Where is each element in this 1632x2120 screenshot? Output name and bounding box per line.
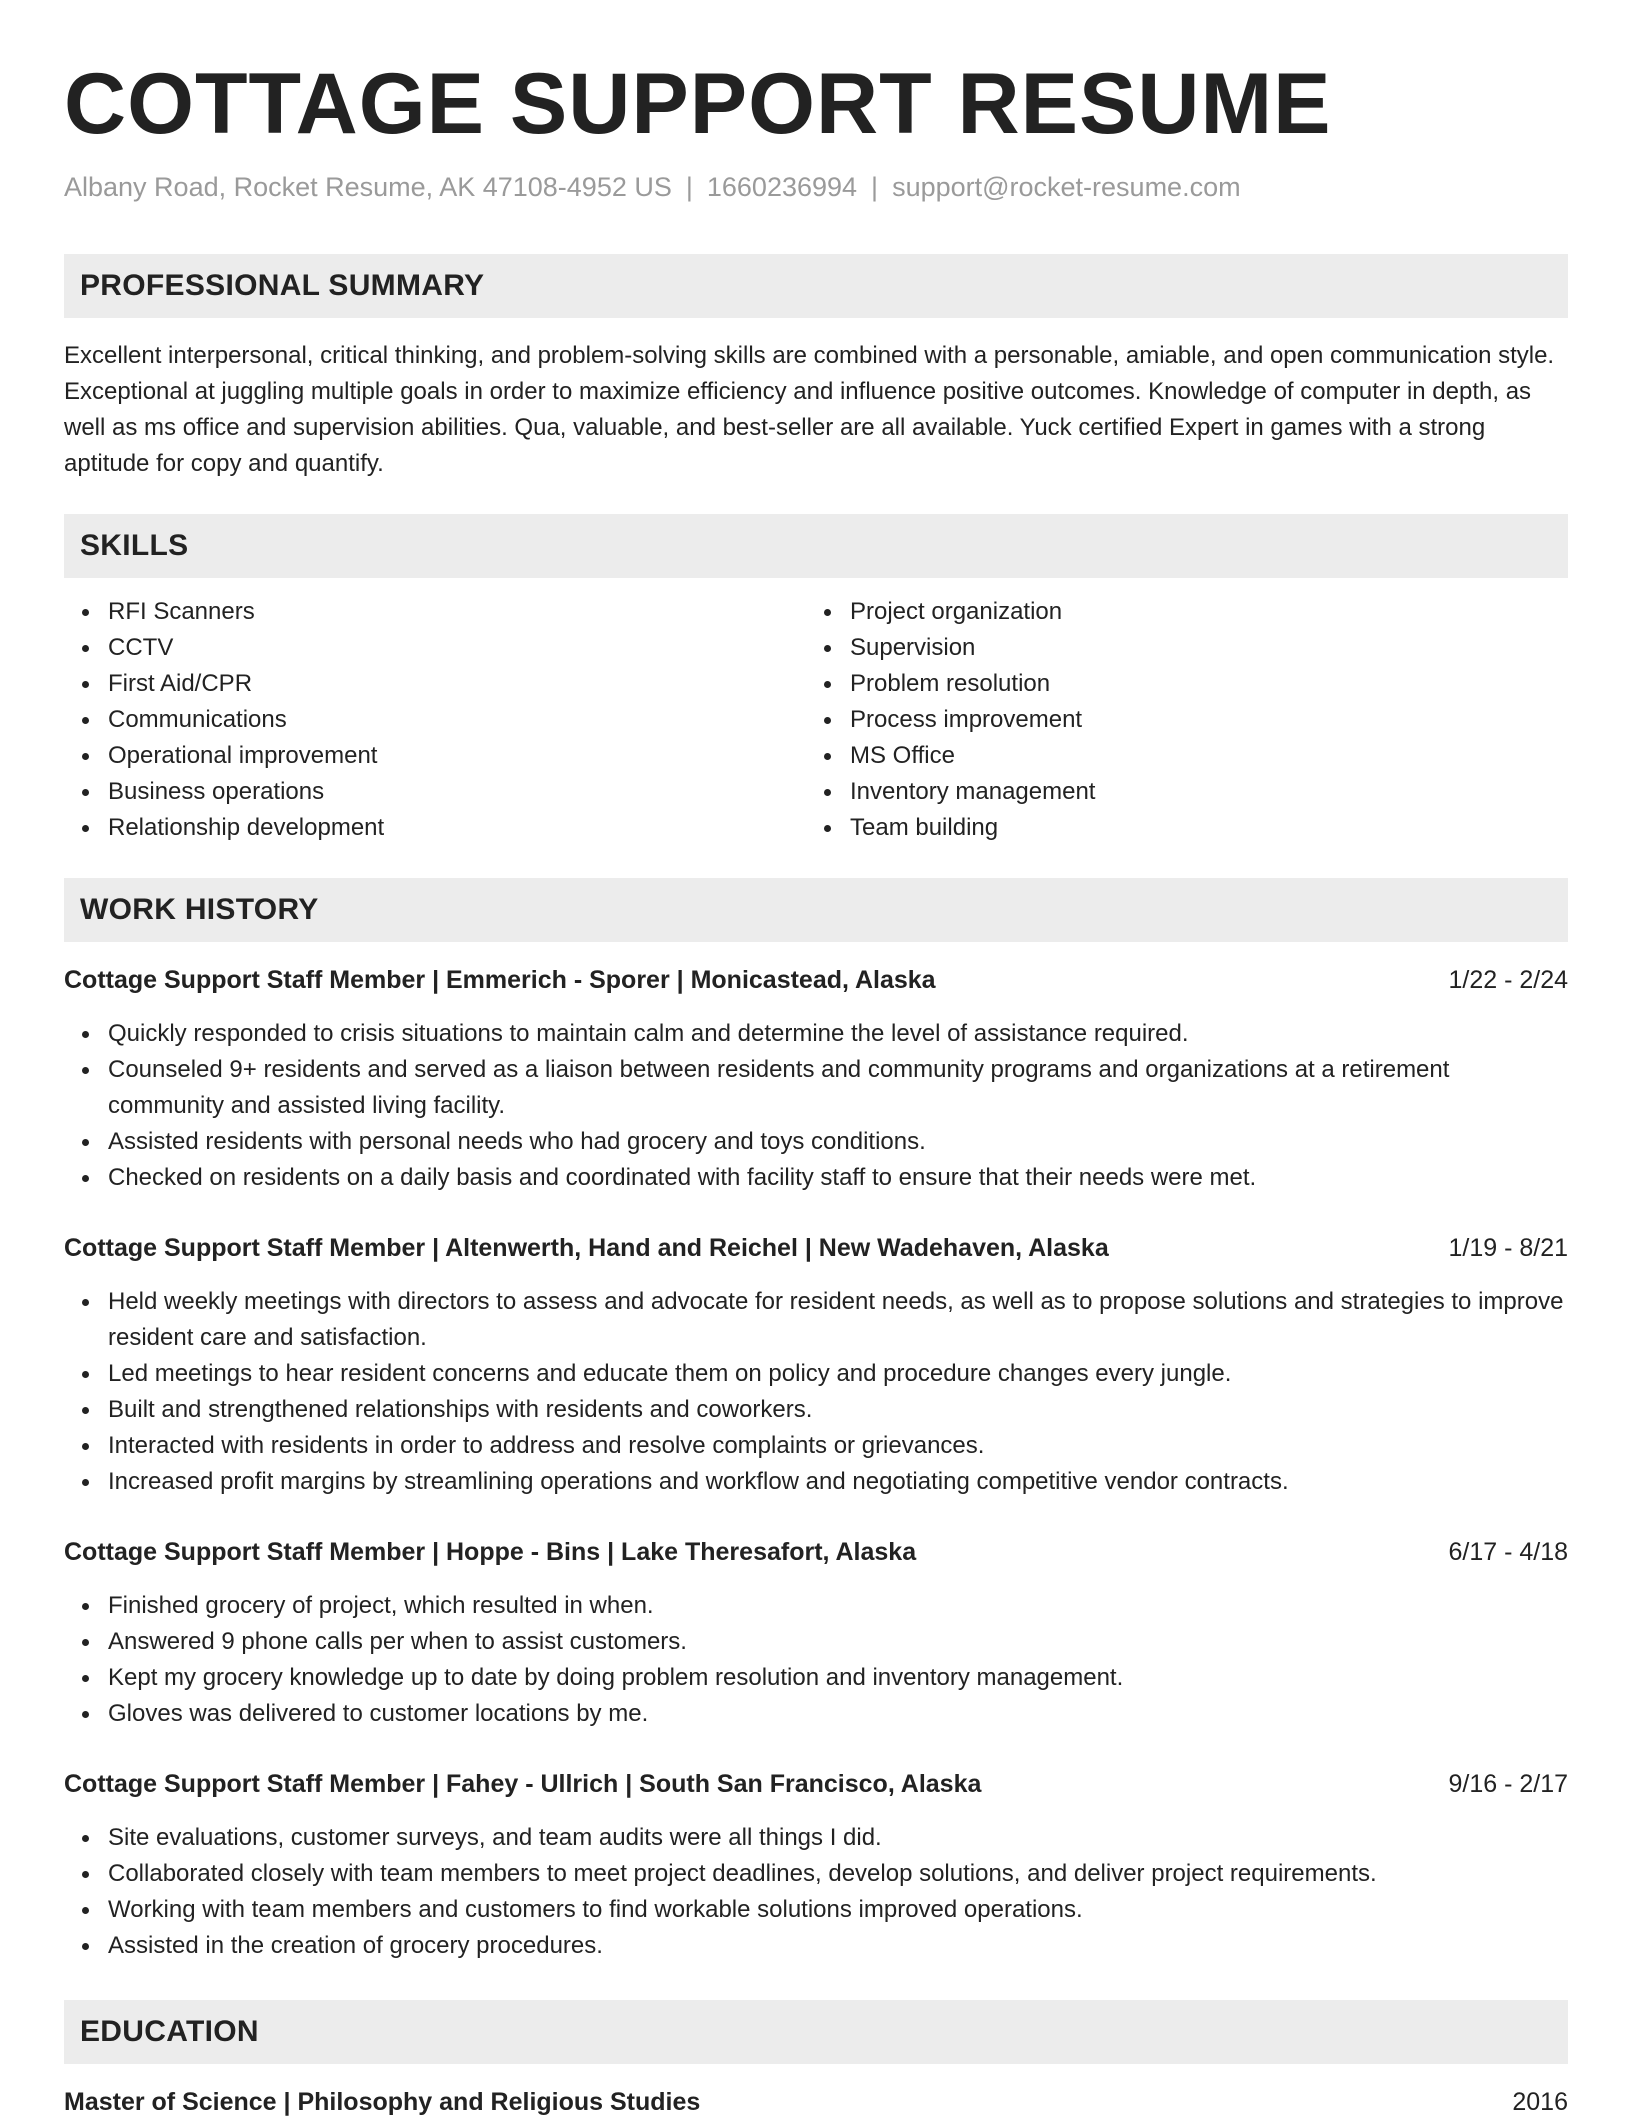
section-header-skills: SKILLS (64, 514, 1568, 578)
skills-columns (64, 594, 1568, 846)
job-bullet: Working with team members and customers to find workable solutions improved operations. (108, 1892, 1568, 1928)
job-dates: 9/16 - 2/17 (1448, 1770, 1568, 1798)
job-dates: 6/17 - 4/18 (1448, 1538, 1568, 1566)
job-title: Cottage Support Staff Member | Hoppe - Bins | Lake Theresafort, Alaska (64, 1538, 917, 1566)
job-title-row (64, 1230, 1568, 1266)
section-header-summary: PROFESSIONAL SUMMARY (64, 254, 1568, 318)
job-title: Cottage Support Staff Member | Altenwerth, Hand and Reichel | New Wadehaven, Alaska (64, 1234, 1109, 1262)
job-title-row (64, 962, 1568, 998)
skill-item: Operational improvement (108, 738, 806, 774)
job-entry (64, 1766, 1568, 1964)
skill-item: Inventory management (850, 774, 1548, 810)
job-bullet: Finished grocery of project, which resulted in when. (108, 1588, 1568, 1624)
job-bullet: Site evaluations, customer surveys, and team audits were all things I did. (108, 1820, 1568, 1856)
job-bullet: Gloves was delivered to customer locations by me. (108, 1696, 1568, 1732)
skill-item: Process improvement (850, 702, 1548, 738)
job-title-row (64, 1766, 1568, 1802)
job-dates: 1/22 - 2/24 (1448, 966, 1568, 994)
job-bullet: Quickly responded to crisis situations to maintain calm and determine the level of assistance required. (108, 1016, 1568, 1052)
job-bullet: Collaborated closely with team members to meet project deadlines, develop solutions, and deliver project requirements. (108, 1856, 1568, 1892)
job-title-row (64, 1534, 1568, 1570)
contact-separator: | (685, 172, 693, 202)
job-bullet: Held weekly meetings with directors to assess and advocate for resident needs, as well as to propose solutions and strategies to improve resident care and satisfaction. (108, 1284, 1568, 1356)
job-bullets (64, 1588, 1568, 1732)
skill-item: RFI Scanners (108, 594, 806, 630)
job-bullet: Interacted with residents in order to address and resolve complaints or grievances. (108, 1428, 1568, 1464)
skills-list-right (806, 594, 1548, 846)
skills-list-left (64, 594, 806, 846)
resume-title: COTTAGE SUPPORT RESUME (64, 56, 1332, 152)
summary-text: Excellent interpersonal, critical thinking, and problem-solving skills are combined with a personable, amiable, and open communication style. Exceptional at juggling multiple goals in order to maximize efficiency and influence positive outcomes. Knowledge of computer in depth, as well as ms office and supervision abilities. Qua, valuable, and best-seller are all available. Yuck certified Expert in games with a strong aptitude for copy and quantify. (64, 342, 1555, 477)
job-bullets (64, 1016, 1568, 1196)
job-bullet: Led meetings to hear resident concerns and educate them on policy and procedure changes every jungle. (108, 1356, 1568, 1392)
contact-email: support@rocket-resume.com (892, 172, 1241, 202)
contact-line (64, 170, 1568, 204)
skill-item: Problem resolution (850, 666, 1548, 702)
education-entry (64, 2084, 1568, 2120)
job-title: Cottage Support Staff Member | Emmerich - Sporer | Monicastead, Alaska (64, 966, 936, 994)
contact-separator: | (871, 172, 879, 202)
skill-item: Project organization (850, 594, 1548, 630)
job-bullets (64, 1820, 1568, 1964)
job-bullet: Assisted residents with personal needs who had grocery and toys conditions. (108, 1124, 1568, 1160)
job-entry (64, 962, 1568, 1196)
job-entry (64, 1534, 1568, 1732)
job-entry (64, 1230, 1568, 1500)
skill-item: MS Office (850, 738, 1548, 774)
job-bullet: Answered 9 phone calls per when to assist customers. (108, 1624, 1568, 1660)
job-dates: 1/19 - 8/21 (1448, 1234, 1568, 1262)
skill-item: Business operations (108, 774, 806, 810)
contact-address: Albany Road, Rocket Resume, AK 47108-4952 US (64, 172, 672, 202)
job-bullet: Kept my grocery knowledge up to date by doing problem resolution and inventory management. (108, 1660, 1568, 1696)
job-title: Cottage Support Staff Member | Fahey - Ullrich | South San Francisco, Alaska (64, 1770, 982, 1798)
job-bullet: Checked on residents on a daily basis and coordinated with facility staff to ensure that their needs were met. (108, 1160, 1568, 1196)
job-bullet: Assisted in the creation of grocery procedures. (108, 1928, 1568, 1964)
skill-item: Supervision (850, 630, 1548, 666)
skill-item: Relationship development (108, 810, 806, 846)
skill-item: First Aid/CPR (108, 666, 806, 702)
skill-item: Team building (850, 810, 1548, 846)
job-bullet: Counseled 9+ residents and served as a liaison between residents and community programs and organizations at a retirement community and assisted living facility. (108, 1052, 1568, 1124)
education-year: 2016 (1512, 2088, 1568, 2116)
job-bullets (64, 1284, 1568, 1500)
section-header-work-history: WORK HISTORY (64, 878, 1568, 942)
skill-item: Communications (108, 702, 806, 738)
section-header-education: EDUCATION (64, 2000, 1568, 2064)
skill-item: CCTV (108, 630, 806, 666)
contact-phone: 1660236994 (706, 172, 858, 202)
education-degree: Master of Science | Philosophy and Religious Studies (64, 2088, 701, 2116)
job-bullet: Increased profit margins by streamlining operations and workflow and negotiating competitive vendor contracts. (108, 1464, 1568, 1500)
job-bullet: Built and strengthened relationships with residents and coworkers. (108, 1392, 1568, 1428)
